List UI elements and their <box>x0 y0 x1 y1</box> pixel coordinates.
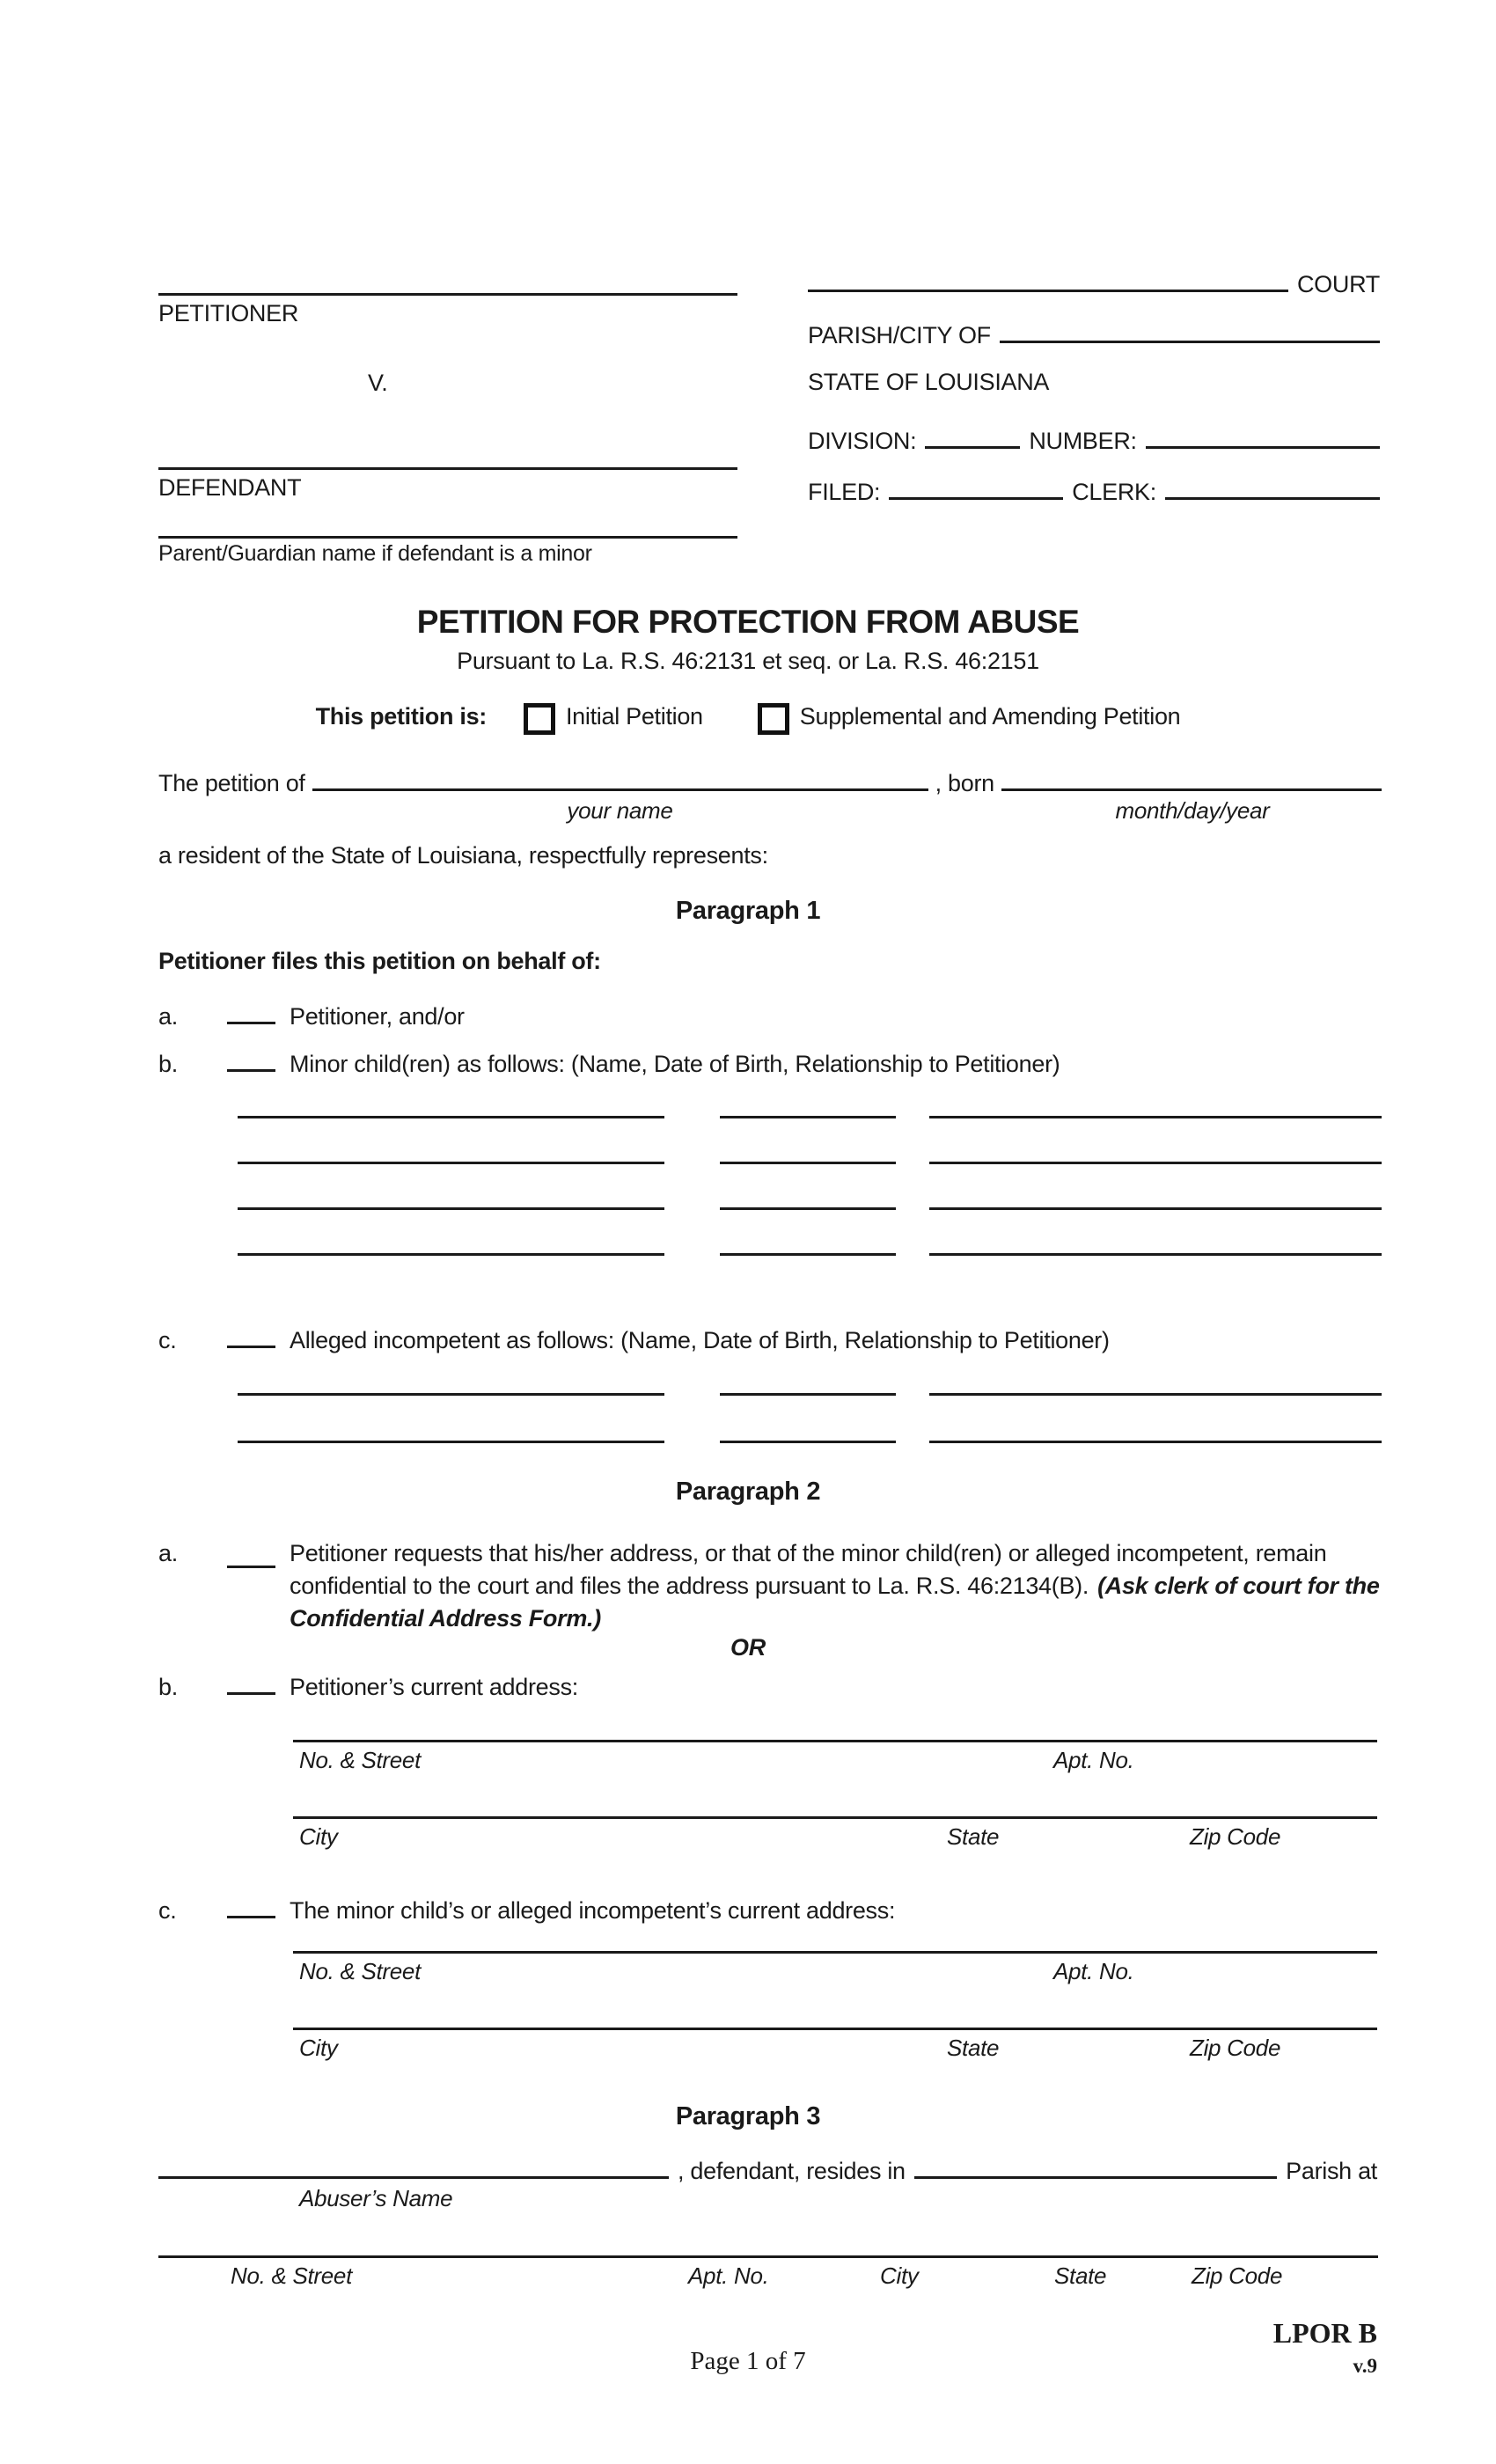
incompetent-1-name-field[interactable] <box>238 1393 664 1396</box>
defendant-apt-caption: Apt. No. <box>688 2262 769 2289</box>
filed-clerk-row <box>808 471 1380 506</box>
clerk-field[interactable] <box>1165 471 1380 500</box>
your-name-field[interactable] <box>312 762 928 791</box>
petitioner-apt-caption: Apt. No. <box>1053 1747 1134 1773</box>
child-street-apt-field[interactable] <box>293 1951 1377 1954</box>
abuser-name-field[interactable] <box>158 2150 669 2179</box>
division-field[interactable] <box>925 420 1020 449</box>
parish-at-label: Parish at <box>1286 2158 1377 2184</box>
court-suffix-label: COURT <box>1296 271 1380 297</box>
p1-item-c-text: Alleged incompetent as follows: (Name, Date of Birth, Relationship to Petitioner) <box>290 1327 1110 1353</box>
petitioner-street-caption: No. & Street <box>299 1747 422 1773</box>
petition-of-row <box>158 762 1382 797</box>
p2-item-b-text: Petitioner’s current address: <box>290 1674 578 1700</box>
defendant-resides-row <box>158 2150 1377 2185</box>
petitioner-label: PETITIONER <box>158 300 299 326</box>
p1-item-b <box>158 1043 1382 1078</box>
child-2-dob-field[interactable] <box>720 1162 896 1164</box>
p1-item-a-text: Petitioner, and/or <box>290 1003 465 1030</box>
state-of-louisiana-label: STATE OF LOUISIANA <box>808 369 1050 395</box>
defendant-resides-label: , defendant, resides in <box>678 2158 906 2184</box>
parish-row <box>808 314 1380 349</box>
initial-petition-option-label: Initial Petition <box>565 703 703 730</box>
petition-type-row <box>0 703 1496 735</box>
p1-item-b-text: Minor child(ren) as follows: (Name, Date of Birth, Relationship to Petitioner) <box>290 1051 1060 1077</box>
form-code: LPOR B <box>1272 2317 1377 2349</box>
paragraph1-lead: Petitioner files this petition on behalf of: <box>158 948 601 974</box>
born-label: , born <box>935 770 994 796</box>
child-2-name-field[interactable] <box>238 1162 664 1164</box>
p1-item-a-mark-field[interactable] <box>227 995 275 1024</box>
child-3-relationship-field[interactable] <box>929 1207 1382 1210</box>
child-apt-caption: Apt. No. <box>1053 1958 1134 1984</box>
p2-item-a-body: Petitioner requests that his/her address, or that of the minor child(ren) or alleged incompetent, remain confidential to the court and files the address pursuant to La. R.S. 46:2134(B). <box>290 1540 1327 1599</box>
petition-type-label: This petition is: <box>315 703 487 730</box>
p1-item-a-letter: a. <box>158 1003 178 1030</box>
child-3-dob-field[interactable] <box>720 1207 896 1210</box>
initial-petition-checkbox[interactable] <box>524 703 555 735</box>
supplemental-petition-option-label: Supplemental and Amending Petition <box>799 703 1181 730</box>
defendant-label: DEFENDANT <box>158 474 302 501</box>
p1-item-c <box>158 1319 1382 1354</box>
birth-date-field[interactable] <box>1001 762 1382 791</box>
p2-item-a-bold-note: (Ask clerk of court for the Confidential Address Form.) <box>290 1573 1380 1632</box>
p1-item-b-mark-field[interactable] <box>227 1043 275 1072</box>
child-city-caption: City <box>299 2035 338 2061</box>
incompetent-1-relationship-field[interactable] <box>929 1393 1382 1396</box>
filed-field[interactable] <box>889 471 1063 500</box>
abuser-name-caption: Abuser’s Name <box>299 2185 453 2211</box>
p2-item-b-mark-field[interactable] <box>227 1666 275 1695</box>
defendant-address-field[interactable] <box>158 2255 1378 2258</box>
page-number: Page 1 of 7 <box>690 2347 806 2375</box>
paragraph2-heading: Paragraph 2 <box>675 1478 821 1506</box>
defendant-zip-caption: Zip Code <box>1192 2262 1283 2289</box>
incompetent-2-dob-field[interactable] <box>720 1441 896 1443</box>
p1-item-c-letter: c. <box>158 1327 177 1353</box>
p2-item-a-letter: a. <box>158 1540 178 1566</box>
petitioner-city-caption: City <box>299 1823 338 1850</box>
petition-of-label: The petition of <box>158 770 305 796</box>
p2-item-c-letter: c. <box>158 1897 177 1924</box>
guardian-caption: Parent/Guardian name if defendant is a minor <box>158 541 592 566</box>
your-name-caption: your name <box>567 797 673 824</box>
form-title: PETITION FOR PROTECTION FROM ABUSE <box>416 604 1080 640</box>
petitioner-zip-caption: Zip Code <box>1190 1823 1281 1850</box>
division-label: DIVISION: <box>808 428 917 454</box>
child-4-relationship-field[interactable] <box>929 1253 1382 1256</box>
petitioner-name-field[interactable] <box>158 293 737 296</box>
p2-item-a <box>158 1537 1382 1635</box>
or-divider: OR <box>730 1634 766 1661</box>
child-1-dob-field[interactable] <box>720 1116 896 1118</box>
incompetent-2-name-field[interactable] <box>238 1441 664 1443</box>
p2-item-b-letter: b. <box>158 1674 178 1700</box>
petitioner-street-apt-field[interactable] <box>293 1740 1377 1742</box>
dob-caption: month/day/year <box>1115 797 1270 824</box>
paragraph3-heading: Paragraph 3 <box>675 2102 821 2130</box>
parish-city-label: PARISH/CITY OF <box>808 322 991 348</box>
incompetent-2-relationship-field[interactable] <box>929 1441 1382 1443</box>
defendant-name-field[interactable] <box>158 467 737 470</box>
form-version: v.9 <box>1353 2355 1377 2377</box>
filed-label: FILED: <box>808 479 881 505</box>
defendant-city-caption: City <box>880 2262 919 2289</box>
child-3-name-field[interactable] <box>238 1207 664 1210</box>
child-4-name-field[interactable] <box>238 1253 664 1256</box>
division-number-row <box>808 420 1380 455</box>
p1-item-b-letter: b. <box>158 1051 178 1077</box>
number-label: NUMBER: <box>1029 428 1137 454</box>
parish-name-field[interactable] <box>914 2150 1277 2179</box>
court-row <box>808 263 1380 298</box>
child-zip-caption: Zip Code <box>1190 2035 1281 2061</box>
guardian-name-field[interactable] <box>158 536 737 539</box>
supplemental-petition-checkbox[interactable] <box>758 703 789 735</box>
p1-item-c-mark-field[interactable] <box>227 1319 275 1348</box>
child-1-relationship-field[interactable] <box>929 1116 1382 1118</box>
p2-item-a-mark-field[interactable] <box>227 1537 275 1568</box>
number-field[interactable] <box>1146 420 1380 449</box>
child-street-caption: No. & Street <box>299 1958 422 1984</box>
p1-item-a <box>158 995 1382 1030</box>
p2-item-b <box>158 1666 1382 1701</box>
child-1-name-field[interactable] <box>238 1116 664 1118</box>
petitioner-city-state-zip-field[interactable] <box>293 1816 1377 1819</box>
p2-item-a-text <box>290 1537 1382 1635</box>
petitioner-state-caption: State <box>947 1823 1000 1850</box>
resident-line: a resident of the State of Louisiana, respectfully represents: <box>158 842 768 869</box>
p2-item-c-text: The minor child’s or alleged incompetent’s current address: <box>290 1897 896 1924</box>
defendant-street-caption: No. & Street <box>231 2262 353 2289</box>
incompetent-1-dob-field[interactable] <box>720 1393 896 1396</box>
child-2-relationship-field[interactable] <box>929 1162 1382 1164</box>
versus-label: V. <box>368 370 388 396</box>
defendant-state-caption: State <box>1054 2262 1107 2289</box>
paragraph1-heading: Paragraph 1 <box>675 897 821 925</box>
child-4-dob-field[interactable] <box>720 1253 896 1256</box>
clerk-label: CLERK: <box>1072 479 1156 505</box>
form-subtitle: Pursuant to La. R.S. 46:2131 et seq. or La. R.S. 46:2151 <box>457 648 1039 674</box>
p2-item-c <box>158 1889 1382 1925</box>
child-state-caption: State <box>947 2035 1000 2061</box>
p2-item-c-mark-field[interactable] <box>227 1889 275 1918</box>
court-name-field[interactable] <box>808 263 1288 292</box>
child-city-state-zip-field[interactable] <box>293 2028 1377 2030</box>
parish-city-field[interactable] <box>1000 314 1380 343</box>
